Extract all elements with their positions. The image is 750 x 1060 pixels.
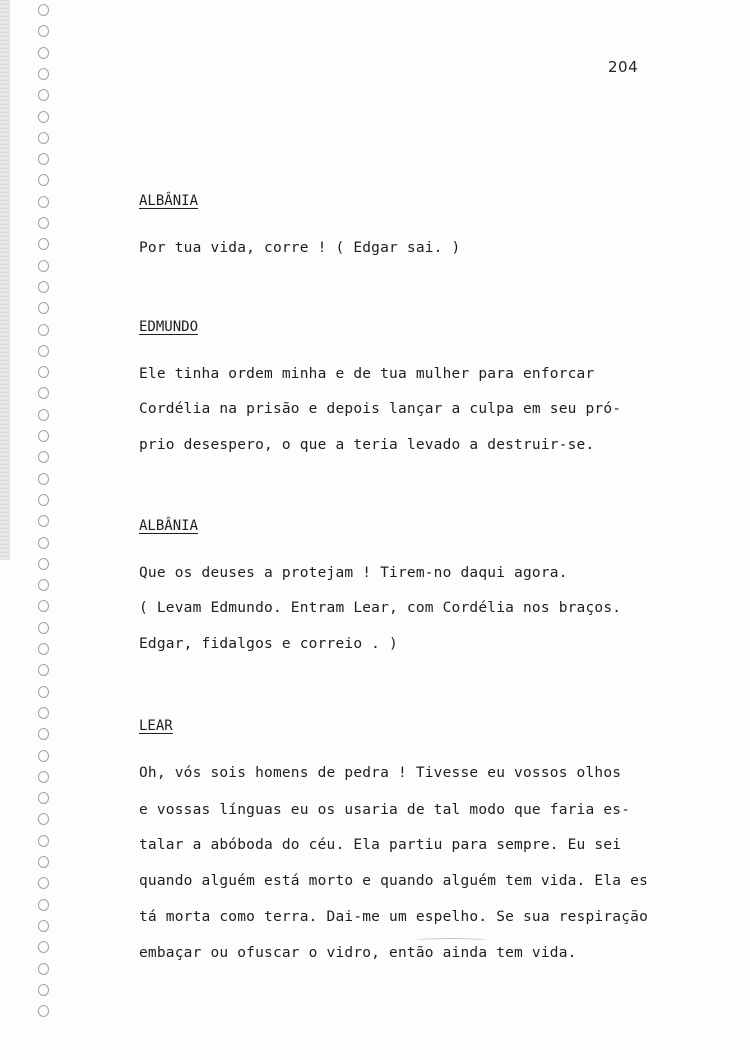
dialogue-line: Oh, vós sois homens de pedra ! Tivesse eu vossos olhos (139, 765, 622, 781)
dialogue-line: talar a abóboda do céu. Ela partiu para sempre. Eu sei (139, 837, 622, 853)
binding-hole (38, 984, 49, 996)
binding-hole (38, 1005, 49, 1017)
binding-hole (38, 664, 49, 676)
dialogue-line: embaçar ou ofuscar o vidro, então ainda tem vida. (139, 945, 577, 961)
binding-hole (38, 558, 49, 570)
binding-hole (38, 643, 49, 655)
dialogue-line: Cordélia na prisão e depois lançar a culpa em seu pró- (139, 401, 622, 417)
dialogue-line: prio desespero, o que a teria levado a destruir-se. (139, 437, 595, 453)
binding-hole (38, 366, 49, 378)
binding-hole (38, 835, 49, 847)
speaker-name: EDMUNDO (139, 319, 199, 335)
binding-hole (38, 579, 49, 591)
binding-hole (38, 941, 49, 953)
binding-edge (0, 0, 10, 560)
binding-hole (38, 4, 49, 16)
dialogue-line: ( Levam Edmundo. Entram Lear, com Cordélia nos braços. (139, 600, 622, 616)
binding-hole (38, 324, 49, 336)
binding-hole (38, 494, 49, 506)
binding-hole (38, 750, 49, 762)
dialogue-line: Ele tinha ordem minha e de tua mulher para enforcar (139, 366, 595, 382)
binding-hole (38, 25, 49, 37)
dialogue-line: Edgar, fidalgos e correio . ) (139, 636, 398, 652)
binding-hole (38, 451, 49, 463)
binding-hole (38, 792, 49, 804)
dialogue-line: e vossas línguas eu os usaria de tal modo que faria es- (139, 802, 631, 818)
binding-hole (38, 856, 49, 868)
binding-hole (38, 771, 49, 783)
binding-hole (38, 47, 49, 59)
binding-hole (38, 302, 49, 314)
binding-hole (38, 622, 49, 634)
binding-hole (38, 877, 49, 889)
binding-hole (38, 68, 49, 80)
binding-hole (38, 238, 49, 250)
binding-hole (38, 153, 49, 165)
binding-hole (38, 281, 49, 293)
binding-hole (38, 345, 49, 357)
binding-hole (38, 409, 49, 421)
binding-hole (38, 111, 49, 123)
page-number: 204 (608, 58, 639, 76)
binding-hole (38, 196, 49, 208)
binding-hole (38, 132, 49, 144)
dialogue-line: tá morta como terra. Dai-me um espelho. Se sua respiração (139, 909, 648, 925)
binding-hole (38, 707, 49, 719)
pen-mark (415, 938, 487, 943)
binding-hole (38, 686, 49, 698)
binding-hole (38, 473, 49, 485)
speaker-name: LEAR (139, 718, 173, 734)
speaker-name: ALBÂNIA (139, 518, 199, 534)
binding-holes (18, 0, 68, 1030)
dialogue-line: Por tua vida, corre ! ( Edgar sai. ) (139, 240, 461, 256)
binding-hole (38, 963, 49, 975)
binding-hole (38, 174, 49, 186)
binding-hole (38, 260, 49, 272)
binding-hole (38, 537, 49, 549)
binding-hole (38, 430, 49, 442)
binding-hole (38, 387, 49, 399)
speaker-name: ALBÂNIA (139, 193, 199, 209)
binding-hole (38, 728, 49, 740)
binding-hole (38, 515, 49, 527)
dialogue-line: quando alguém está morto e quando alguém tem vida. Ela es (139, 873, 648, 889)
binding-hole (38, 899, 49, 911)
binding-hole (38, 89, 49, 101)
binding-hole (38, 217, 49, 229)
binding-hole (38, 600, 49, 612)
dialogue-line: Que os deuses a protejam ! Tirem-no daqui agora. (139, 565, 568, 581)
binding-hole (38, 813, 49, 825)
binding-hole (38, 920, 49, 932)
